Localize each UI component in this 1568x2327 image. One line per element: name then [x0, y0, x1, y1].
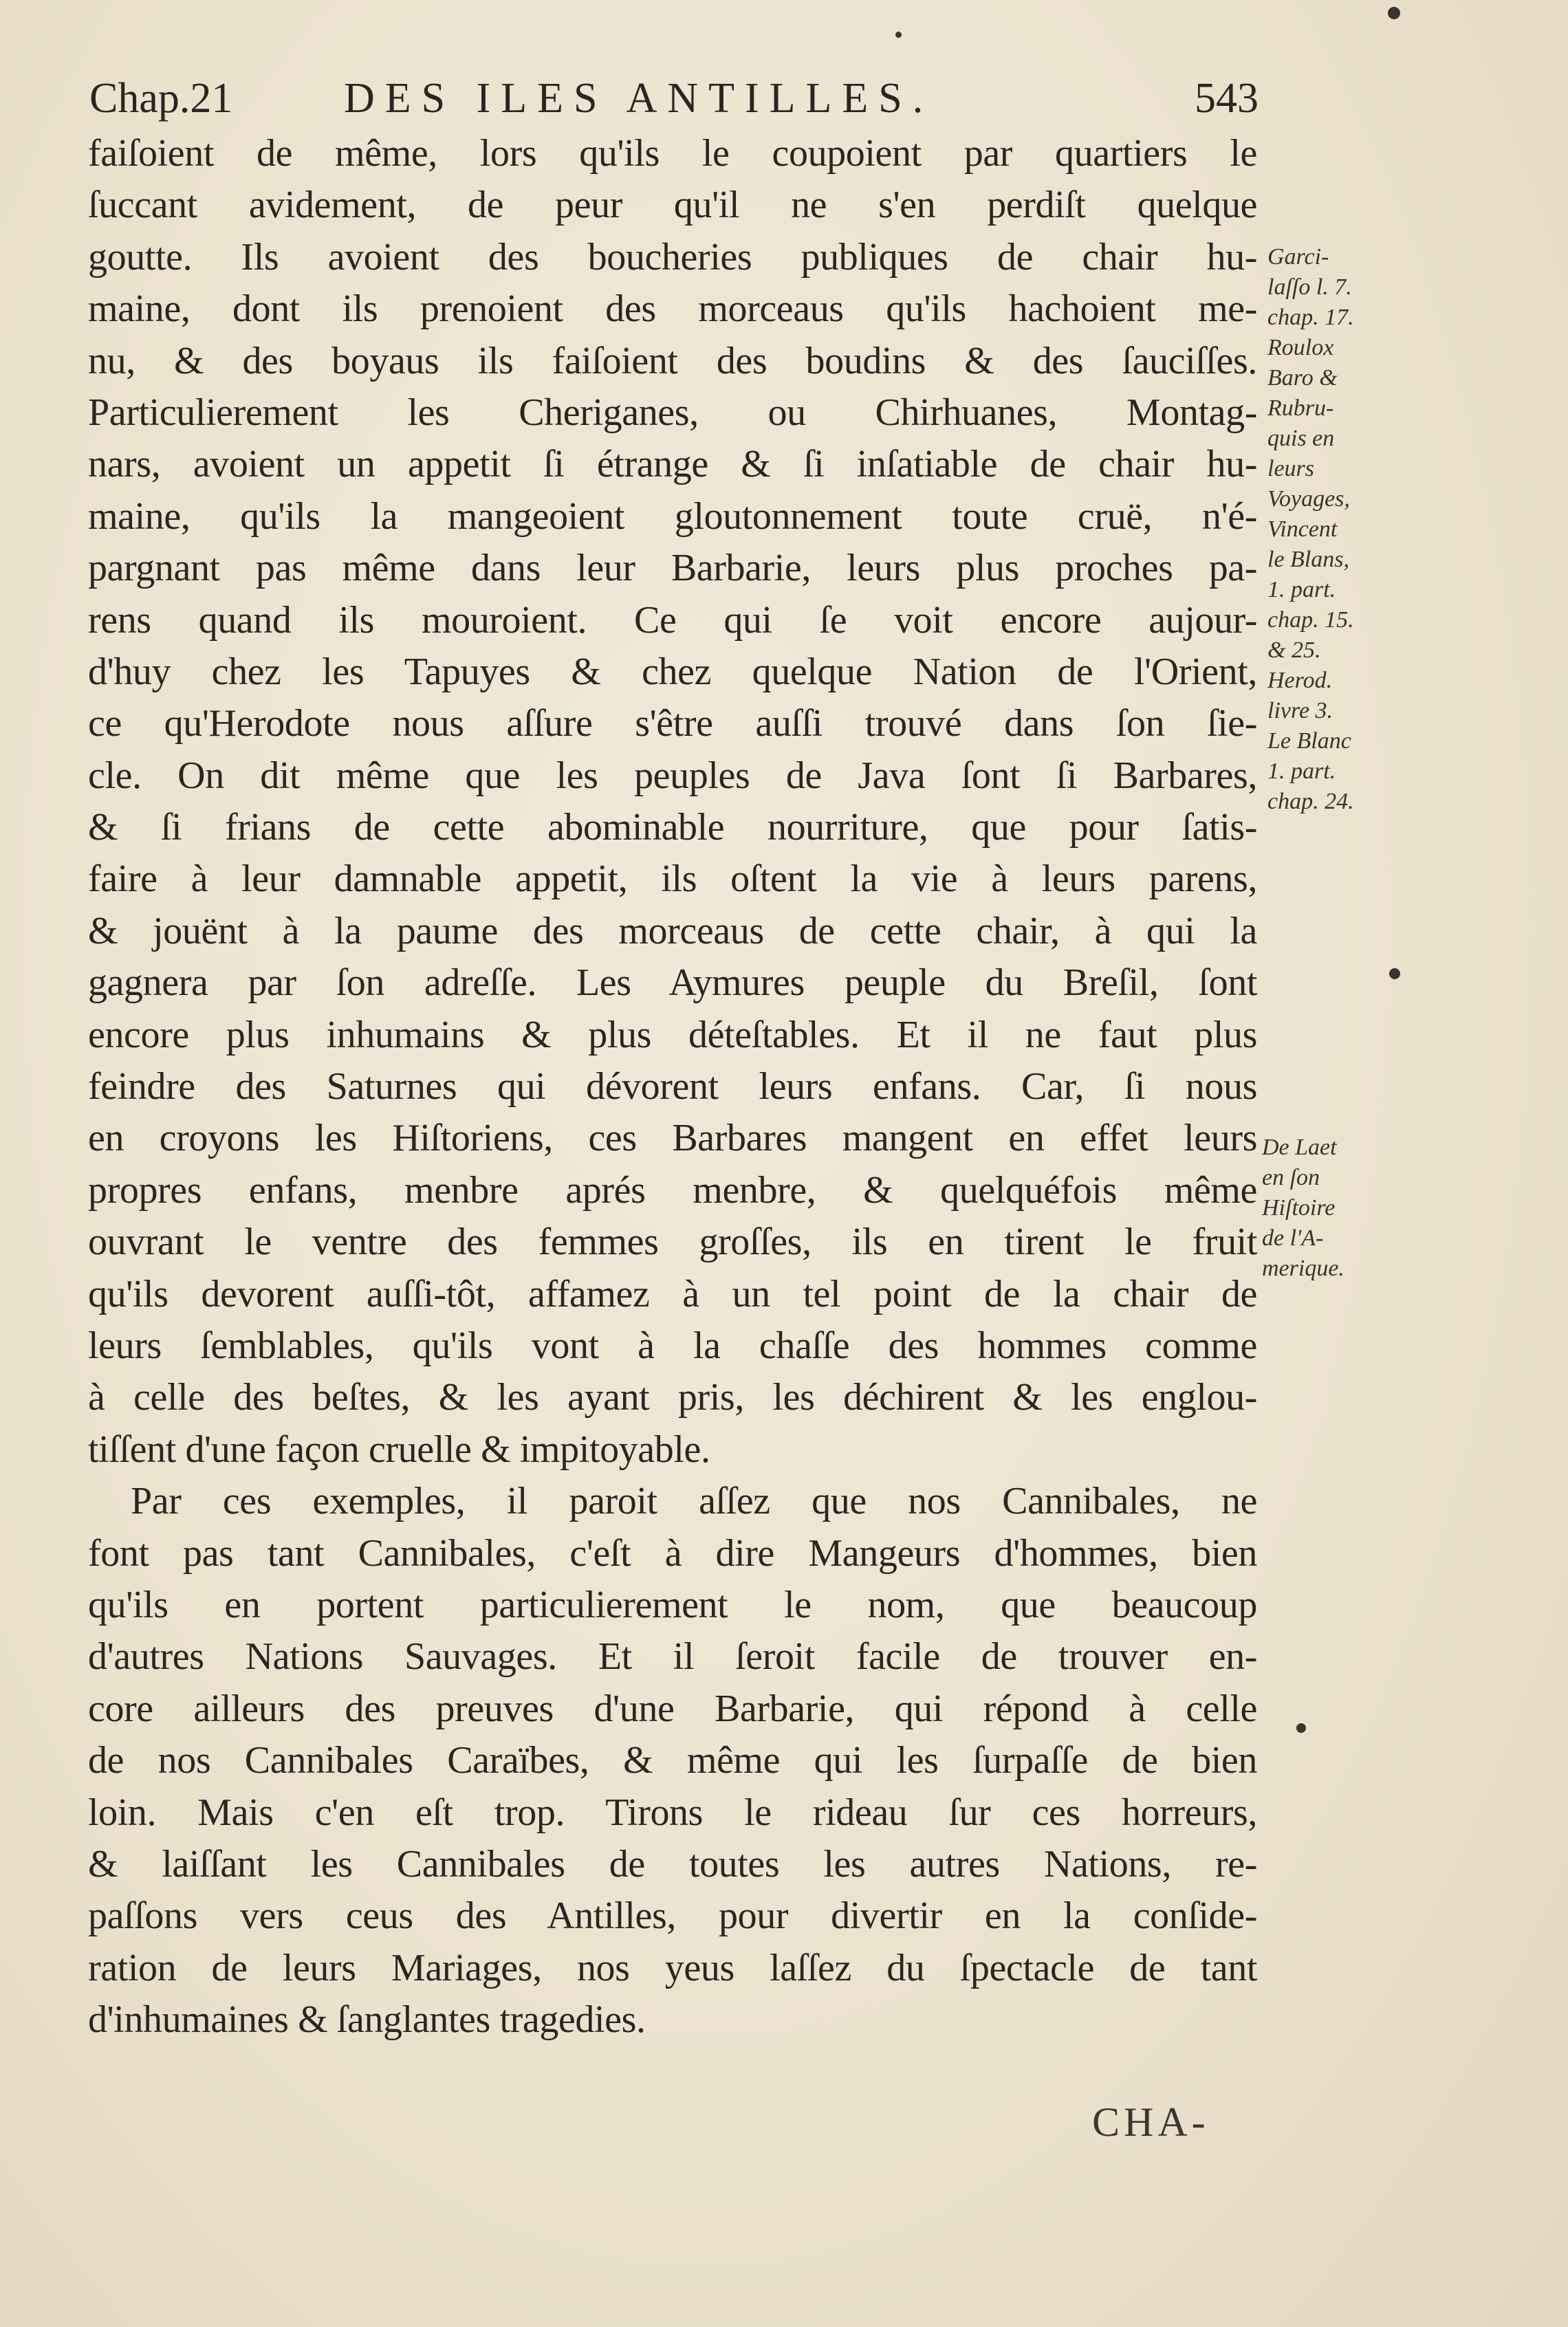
margin-note-line: livre 3. [1267, 698, 1333, 723]
text-line: goutte. Ils avoient des boucheries publiques de chair hu- [88, 235, 1257, 278]
margin-note-line: De Laet [1262, 1135, 1337, 1160]
text-line: qu'ils devorent auſſi-tôt, affamez à un tel point de la chair de [88, 1272, 1257, 1315]
book-title: DES ILES ANTILLES. [344, 75, 934, 122]
margin-note-line: Rubru- [1267, 395, 1334, 421]
text-line: d'inhumaines & ſanglantes tragedies. [88, 1998, 646, 2042]
text-line: d'autres Nations Sauvages. Et il ſeroit facile de trouver en- [88, 1635, 1257, 1679]
text-line: core ailleurs des preuves d'une Barbarie, qui répond à celle [88, 1687, 1257, 1730]
margin-note-line: chap. 24. [1267, 789, 1354, 814]
text-line: ration de leurs Mariages, nos yeus laſſez du ſpectacle de tant [88, 1946, 1257, 1989]
margin-note-line: laſſo l. 7. [1267, 274, 1352, 300]
text-line: propres enfans, menbre aprés menbre, & quelquéfois même [88, 1168, 1257, 1212]
margin-note-line: le Blans, [1267, 547, 1349, 572]
text-line: à celle des beſtes, & les ayant pris, les déchirent & les englou- [88, 1376, 1257, 1419]
margin-note-line: Baro & [1267, 365, 1338, 391]
margin-notes-upper [1267, 242, 1405, 817]
text-line: ſuccant avidement, de peur qu'il ne s'en perdiſt quelque [88, 184, 1257, 227]
text-line: ouvrant le ventre des femmes groſſes, ils en tirent le fruit [88, 1221, 1257, 1264]
ink-spot [1296, 1723, 1306, 1733]
margin-note-line: 1. part. [1267, 577, 1336, 602]
margin-note-line: Le Blanc [1267, 728, 1351, 754]
text-line: & laiſſant les Cannibales de toutes les autres Nations, re- [88, 1842, 1257, 1886]
text-line: feindre des Saturnes qui dévorent leurs enfans. Car, ſi nous [88, 1065, 1257, 1108]
margin-note-line: chap. 17. [1267, 305, 1354, 330]
margin-note-line: en ſon [1262, 1165, 1320, 1190]
text-line: encore plus inhumains & plus déteſtables. Et il ne faut plus [88, 1013, 1257, 1056]
text-line: faire à leur damnable appetit, ils oſtent la vie à leurs parens, [88, 857, 1257, 901]
margin-note-line: Voyages, [1267, 486, 1350, 512]
text-line: paſſons vers ceus des Antilles, pour divertir en la conſide- [88, 1894, 1257, 1938]
text-line: ce qu'Herodote nous aſſure s'être auſſi trouvé dans ſon ſie- [88, 702, 1257, 745]
chapter-label: Chap.21 [89, 75, 233, 122]
margin-notes-lower [1262, 1133, 1400, 1284]
ink-spot [1389, 968, 1400, 979]
text-line: rens quand ils mouroient. Ce qui ſe voit encore aujour- [88, 598, 1257, 642]
text-line: & ſi frians de cette abominable nourriture, que pour ſatis- [88, 806, 1257, 849]
ink-spot [1388, 7, 1400, 19]
margin-note-line: Garci- [1267, 244, 1329, 270]
text-line: font pas tant Cannibales, c'eſt à dire Mangeurs d'hommes, bien [88, 1531, 1257, 1575]
text-line: maine, qu'ils la mangeoient gloutonnement toute cruë, n'é- [88, 494, 1257, 538]
margin-note-line: chap. 15. [1267, 607, 1354, 633]
ink-spot [895, 32, 902, 38]
text-line: nars, avoient un appetit ſi étrange & ſi inſatiable de chair hu- [88, 443, 1257, 486]
text-line: gagnera par ſon adreſſe. Les Aymures peuple du Breſil, ſont [88, 961, 1257, 1005]
text-line: Particulierement les Cheriganes, ou Chirhuanes, Montag- [88, 391, 1257, 434]
text-line: qu'ils en portent particulierement le nom, que beaucoup [88, 1583, 1257, 1626]
margin-note-line: de l'A- [1262, 1225, 1324, 1251]
text-line: d'huy chez les Tapuyes & chez quelque Nation de l'Orient, [88, 650, 1257, 693]
text-line: cle. On dit même que les peuples de Java ſont ſi Barbares, [88, 754, 1257, 797]
margin-note-line: Roulox [1267, 335, 1334, 360]
margin-note-line: quis en [1267, 426, 1335, 451]
running-header [89, 69, 1259, 124]
margin-note-line: 1. part. [1267, 758, 1336, 784]
margin-note-line: Hiſtoire [1262, 1195, 1336, 1221]
text-line: de nos Cannibales Caraïbes, & même qui les ſurpaſſe de bien [88, 1739, 1257, 1782]
text-line: en croyons les Hiſtoriens, ces Barbares mangent en effet leurs [88, 1117, 1257, 1160]
text-line: leurs ſemblables, qu'ils vont à la chaſſe des hommes comme [88, 1324, 1257, 1367]
text-line: pargnant pas même dans leur Barbarie, leurs plus proches pa- [88, 547, 1257, 590]
margin-note-line: Vincent [1267, 516, 1338, 542]
margin-note-line: merique. [1262, 1256, 1344, 1281]
text-line: Par ces exemples, il paroit aſſez que nos Cannibales, ne [131, 1480, 1257, 1523]
catchword: CHA- [1092, 2099, 1210, 2145]
margin-note-line: Herod. [1267, 668, 1333, 693]
margin-note-line: & 25. [1267, 637, 1321, 663]
text-line: loin. Mais c'en eſt trop. Tirons le rideau ſur ces horreurs, [88, 1791, 1257, 1834]
text-line: faiſoient de même, lors qu'ils le coupoient par quartiers le [88, 132, 1257, 175]
margin-note-line: leurs [1267, 456, 1314, 481]
text-line: & jouënt à la paume des morceaus de cette chair, à qui la [88, 909, 1257, 952]
text-line: nu, & des boyaus ils faiſoient des boudins & des ſauciſſes. [88, 339, 1257, 382]
text-line: maine, dont ils prenoient des morceaus qu'ils hachoient me- [88, 287, 1257, 331]
text-line: tiſſent d'une façon cruelle & impitoyable. [88, 1428, 710, 1471]
main-text [88, 128, 1257, 2046]
page-number: 543 [1195, 75, 1259, 122]
